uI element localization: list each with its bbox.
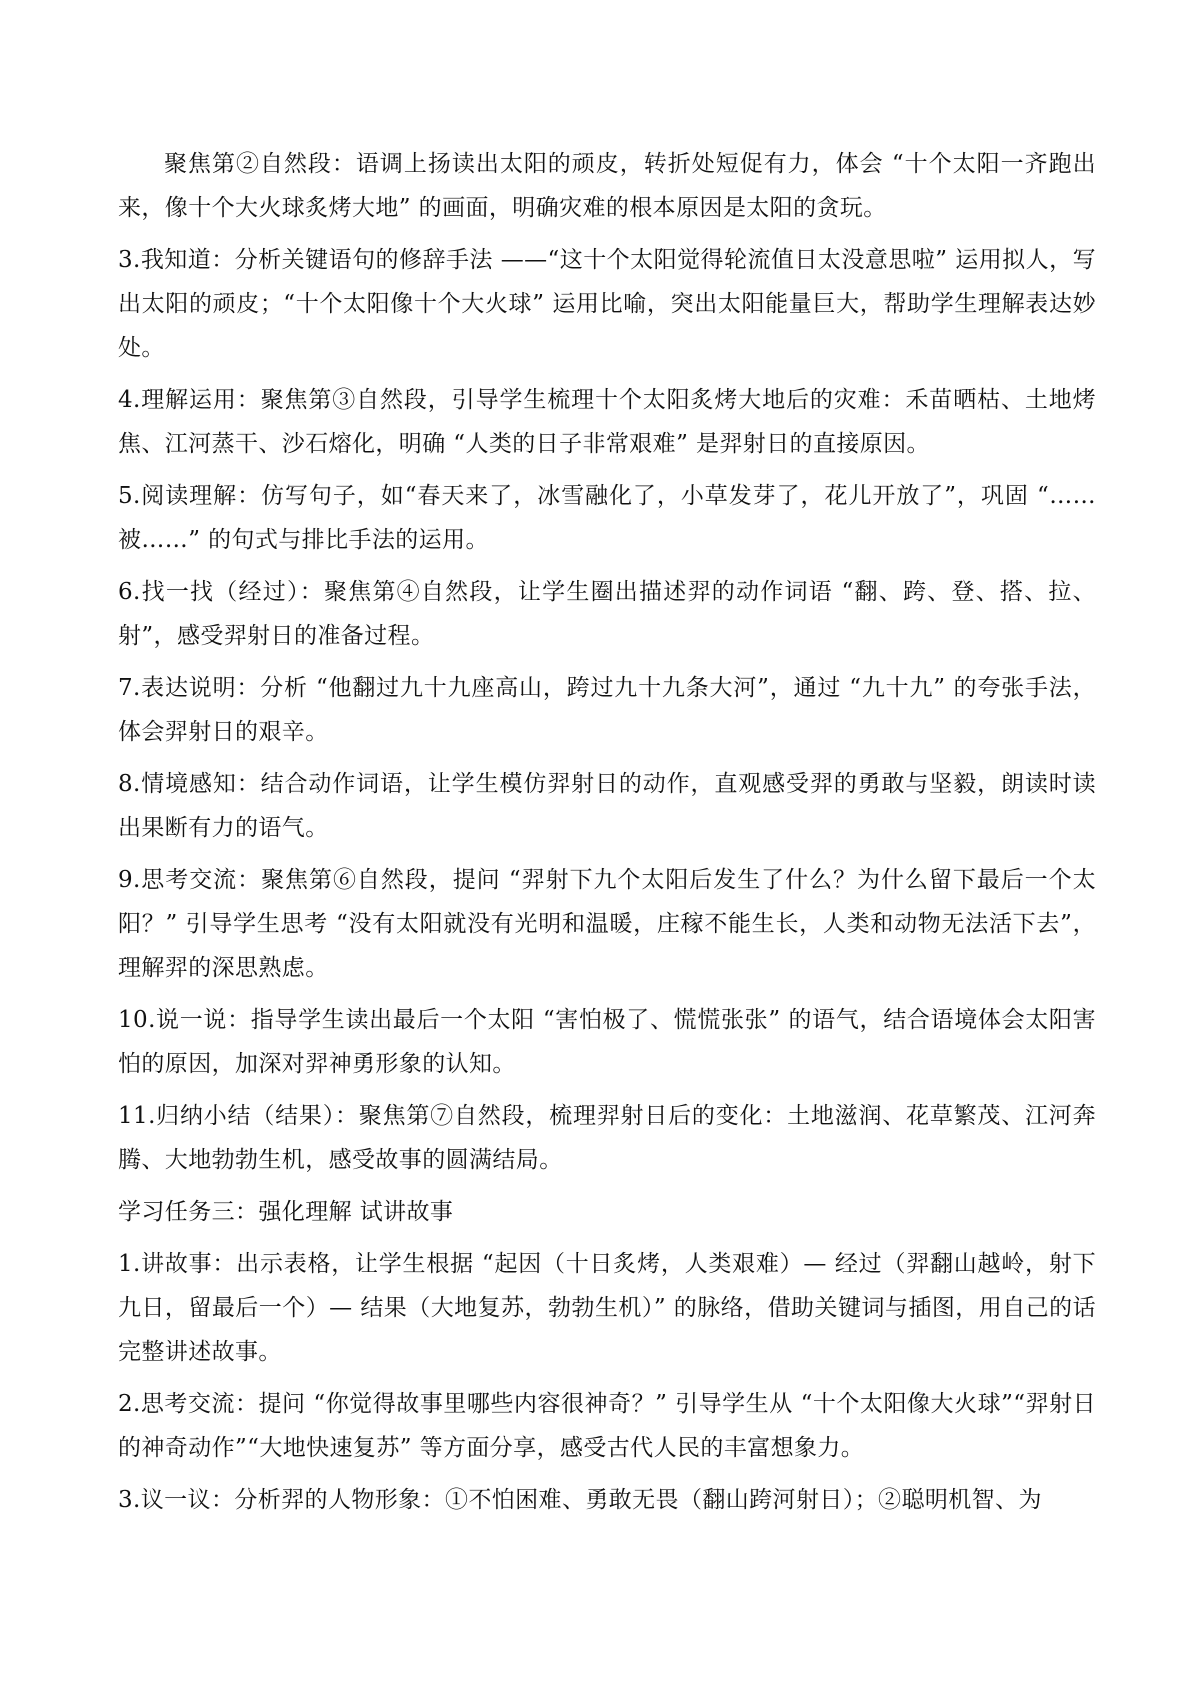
- paragraph-item-11: 11.归纳小结（结果）：聚焦第⑦自然段，梳理羿射日后的变化：土地滋润、花草繁茂、江河奔腾、大地勃勃生机，感受故事的圆满结局。: [118, 1103, 1096, 1173]
- document-body: [118, 142, 1096, 1530]
- paragraph-task3-item-3: 3.议一议：分析羿的人物形象：①不怕困难、勇敢无畏（翻山跨河射日）；②聪明机智、为: [118, 1487, 1042, 1513]
- paragraph-focus-2: 聚焦第②自然段：语调上扬读出太阳的顽皮，转折处短促有力，体会 “十个太阳一齐跑出来，像十个大火球炙烤大地” 的画面，明确灾难的根本原因是太阳的贪玩。: [118, 151, 1096, 221]
- paragraph-item-7: 7.表达说明：分析 “他翻过九十九座高山，跨过九十九条大河”，通过 “九十九” 的夸张手法，体会羿射日的艰辛。: [118, 675, 1096, 745]
- paragraph-item-5: 5.阅读理解：仿写句子，如“春天来了，冰雪融化了，小草发芽了，花儿开放了”，巩固 “……被……” 的句式与排比手法的运用。: [118, 483, 1096, 553]
- paragraph-task3-item-2: 2.思考交流：提问 “你觉得故事里哪些内容很神奇？” 引导学生从 “十个太阳像大火球”“羿射日的神奇动作”“大地快速复苏” 等方面分享，感受古代人民的丰富想象力。: [118, 1391, 1096, 1461]
- paragraph-item-10: 10.说一说：指导学生读出最后一个太阳 “害怕极了、慌慌张张” 的语气，结合语境体会太阳害怕的原因，加深对羿神勇形象的认知。: [118, 1007, 1096, 1077]
- paragraph-item-6: 6.找一找（经过）：聚焦第④自然段，让学生圈出描述羿的动作词语 “翻、跨、登、搭、拉、射”，感受羿射日的准备过程。: [118, 579, 1096, 649]
- paragraph-item-4: 4.理解运用：聚焦第③自然段，引导学生梳理十个太阳炙烤大地后的灾难：禾苗晒枯、土地烤焦、江河蒸干、沙石熔化，明确 “人类的日子非常艰难” 是羿射日的直接原因。: [118, 387, 1096, 457]
- section-heading-task-3: 学习任务三：强化理解 试讲故事: [118, 1199, 454, 1225]
- paragraph-item-9: 9.思考交流：聚焦第⑥自然段，提问 “羿射下九个太阳后发生了什么？为什么留下最后一个太阳？” 引导学生思考 “没有太阳就没有光明和温暖，庄稼不能生长，人类和动物无法活下去”，理解羿的深思熟虑。: [118, 867, 1096, 981]
- paragraph-item-8: 8.情境感知：结合动作词语，让学生模仿羿射日的动作，直观感受羿的勇敢与坚毅，朗读时读出果断有力的语气。: [118, 771, 1096, 841]
- paragraph-item-3: 3.我知道：分析关键语句的修辞手法 ——“这十个太阳觉得轮流值日太没意思啦” 运用拟人，写出太阳的顽皮；“十个太阳像十个大火球” 运用比喻，突出太阳能量巨大，帮助学生理解表达妙处。: [118, 247, 1096, 361]
- paragraph-task3-item-1: 1.讲故事：出示表格，让学生根据 “起因（十日炙烤，人类艰难）— 经过（羿翻山越岭，射下九日，留最后一个）— 结果（大地复苏，勃勃生机）” 的脉络，借助关键词与插图，用自己的话完整讲述故事。: [118, 1251, 1096, 1365]
